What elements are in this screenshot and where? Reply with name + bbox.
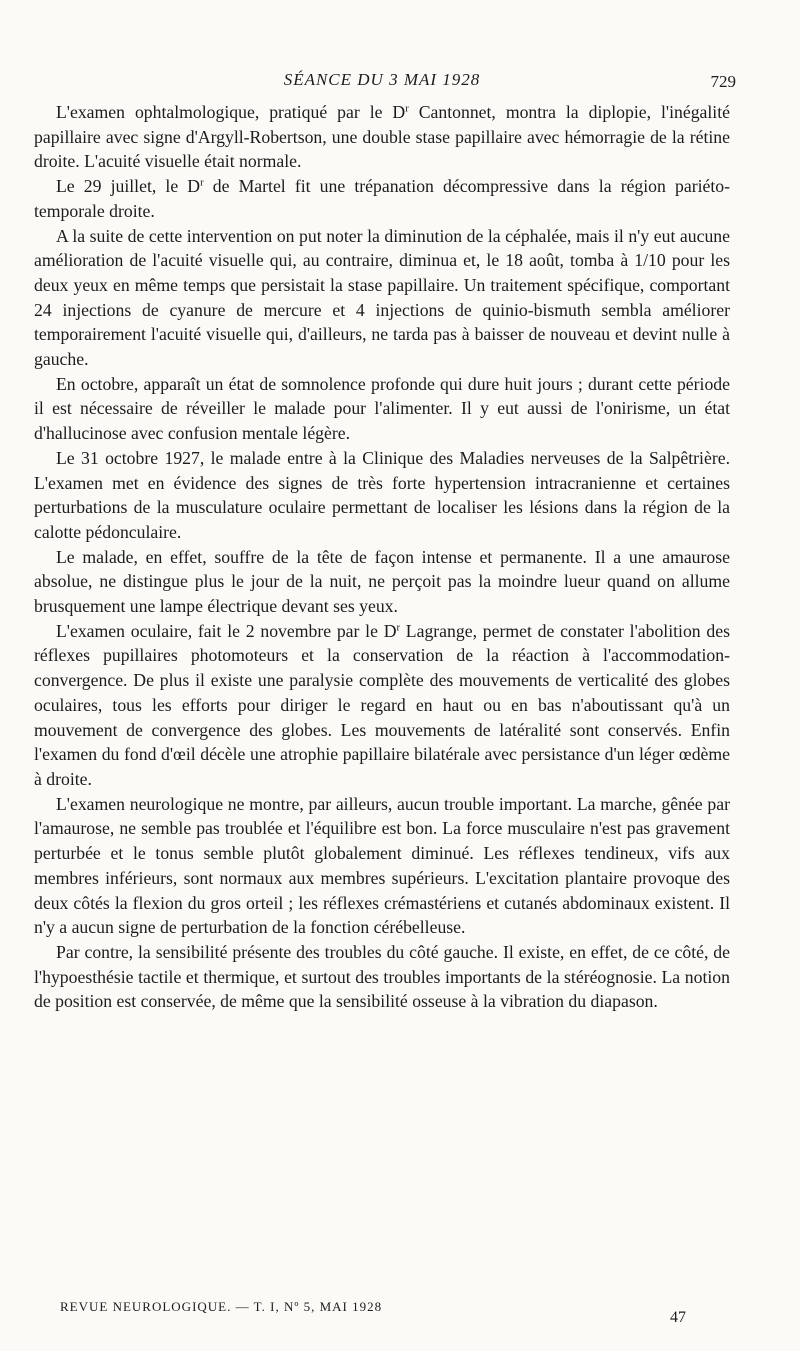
running-head xyxy=(34,70,736,100)
paragraph-sensibility: Par contre, la sensibilité présente des troubles du côté gauche. Il existe, en effet, de ce côté, de l'hypoesthésie tactile et thermique, et surtout des troubles importants de la stéréognosie. La notion de position est conservée, de même que la sensibilité osseuse à la vibration du diapason. xyxy=(34,941,730,1012)
paragraph-after-intervention: A la suite de cette intervention on put noter la diminution de la céphalée, mais il n'y eut aucune amélioration de l'acuité visuelle qui, au contraire, diminua et, le 18 août, tomba à 1/10 pour les deux yeux en même temps que persistait la stase papillaire. Un traitement spécifique, comportant 24 injections de cyanure de mercure et 4 injections de quinio-bismuth sembla améliorer temporairement l'acuité visuelle qui, d'ailleurs, ne tarda pas à baisser de nouveau et devint nulle à gauche. xyxy=(34,225,730,370)
paragraph-october: En octobre, apparaît un état de somnolence profonde qui dure huit jours ; durant cette période il est nécessaire de réveiller le malade pour l'alimenter. Il y eut aussi de l'onirisme, un état d'hallucinose avec confusion mentale légère. xyxy=(34,373,730,444)
page-number: 729 xyxy=(710,72,736,91)
paragraph-headache: Le malade, en effet, souffre de la tête de façon intense et permanente. Il a une amaurose absolue, ne distingue plus le jour de la nuit, ne perçoit pas la moindre lueur quand on allume brusquement une lampe électrique devant ses yeux. xyxy=(34,546,730,617)
paragraph-neuro-exam: L'examen neurologique ne montre, par ailleurs, aucun trouble important. La marche, gênée par l'amaurose, ne semble pas troublée et l'équilibre est bon. La force musculaire n'est pas gravement perturbée et le tonus semble plutôt globalement diminué. Les réflexes tendineux, vifs aux membres inférieurs, sont normaux aux membres supérieurs. L'excitation plantaire provoque des deux côtés la flexion du gros orteil ; les réflexes crémastériens et cutanés abdominaux existent. Il n'y a aucun signe de perturbation de la fonction cérébelleuse. xyxy=(34,793,730,938)
paragraph-admission: Le 31 octobre 1927, le malade entre à la Clinique des Maladies nerveuses de la Salpêtrière. L'examen met en évidence des signes de très forte hypertension intracranienne et certaines perturbations de la musculature oculaire permettant de localiser les lésions dans la région de la calotte pédonculaire. xyxy=(34,447,730,542)
footer-journal: REVUE NEUROLOGIQUE. — T. I, Nº 5, MAI 1928 xyxy=(60,1299,383,1314)
footer-sheet-number: 47 xyxy=(670,1309,686,1326)
page xyxy=(34,70,736,1014)
paragraph-ophthalmology: L'examen ophtalmologique, pratiqué par le $D^r$ Cantonnet, montra la diplopie, l'inégalité papillaire avec signe d'Argyll-Robertson, une double stase papillaire avec hémorragie de la rétine droite. L'acuité visuelle était normale. xyxy=(34,102,730,172)
body-text xyxy=(34,100,730,1014)
paragraph-trepanation: Le 29 juillet, le $D^r$ de Martel fit une trépanation décompressive dans la région pariéto-temporale droite. xyxy=(34,176,730,221)
running-title: SÉANCE DU 3 MAI 1928 xyxy=(283,70,481,89)
paragraph-ocular-exam: L'examen oculaire, fait le 2 novembre par le $D^r$ Lagrange, permet de constater l'abolition des réflexes pupillaires photomoteurs et la conservation de la réaction à l'accommodation-convergence. De plus il existe une paralysie complète des mouvements de verticalité des globes oculaires, tous les efforts pour diriger le regard en haut ou en bas n'aboutissant qu'à un mouvement de convergence des globes. Les mouvements de latéralité sont conservés. Enfin l'examen du fond d'œil décèle une atrophie papillaire bilatérale avec persistance d'un léger œdème à droite. xyxy=(34,620,730,789)
